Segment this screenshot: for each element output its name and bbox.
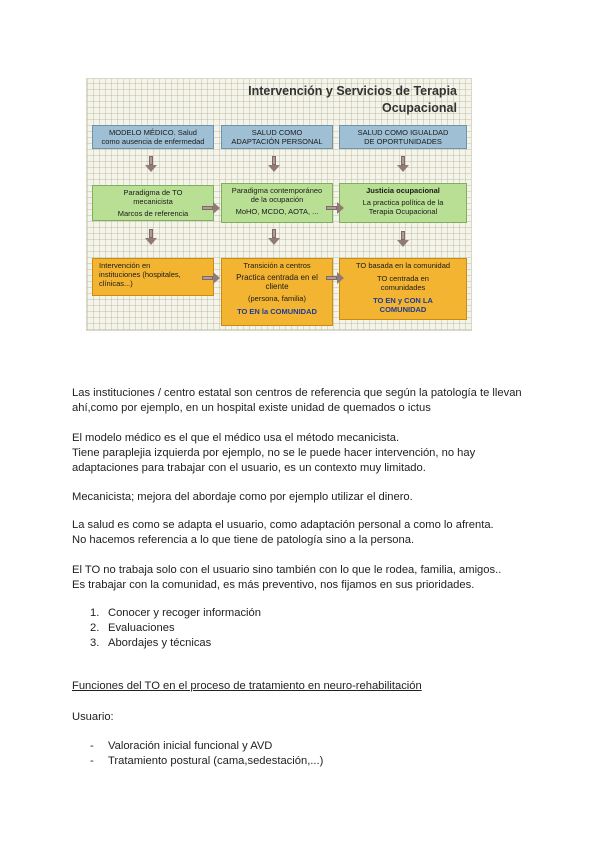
box-paradigma-mecanicista: Paradigma de TO mecanicista Marcos de referencia <box>92 185 214 221</box>
arrow-right-icon <box>326 203 344 213</box>
list-item: - Valoración inicial funcional y AVD <box>90 740 273 752</box>
list-item: 3. Abordajes y técnicas <box>90 637 212 649</box>
arrow-down-icon <box>399 231 407 247</box>
box-salud-adaptacion: SALUD COMO ADAPTACIÓN PERSONAL <box>221 125 333 149</box>
figure-title: Intervención y Servicios de Terapia Ocupacional <box>248 84 457 115</box>
arrow-down-icon <box>270 156 278 172</box>
box-intervencion-instituciones: Intervención en instituciones (hospitales, clínicas...) <box>92 258 214 296</box>
subject-label: Usuario: <box>72 711 114 723</box>
paragraph-modelo-medico: El modelo médico es el que el médico usa el método mecanicista. Tiene paraplejia izquierda por ejemplo, no se le puede hacer intervención, no hay adaptaciones para trabajar con el usuario, es un contexto muy limitado. <box>72 432 476 474</box>
paragraph-to-comunidad: El TO no trabaja solo con el usuario sino también con lo que le rodea, familia, amigos.. Es trabajar con la comunidad, es más preventivo, nos fijamos en sus prioridades. <box>72 564 502 591</box>
box-to-comunidad: TO basada en la comunidad TO centrada en comunidades TO EN y CON LA COMUNIDAD <box>339 258 467 320</box>
list-item: 1. Conocer y recoger información <box>90 607 261 619</box>
box-salud-igualdad: SALUD COMO IGUALDAD DE OPORTUNIDADES <box>339 125 467 149</box>
ordered-list <box>90 606 490 651</box>
arrow-down-icon <box>147 229 155 245</box>
figure-diagram <box>86 78 472 331</box>
arrow-down-icon <box>399 156 407 172</box>
box-modelo-medico: MODELO MÉDICO. Salud como ausencia de enfermedad <box>92 125 214 149</box>
list-item: - Tratamiento postural (cama,sedestación,...) <box>90 755 324 767</box>
arrow-right-icon <box>202 203 220 213</box>
section-heading: Funciones del TO en el proceso de tratamiento en neuro-rehabilitación <box>72 680 422 692</box>
arrow-down-icon <box>147 156 155 172</box>
list-item: 2. Evaluaciones <box>90 622 175 634</box>
paragraph-instituciones: Las instituciones / centro estatal son centros de referencia que según la patología te llevan ahí,como por ejemplo, en un hospital existe unidad de quemados o ictus <box>72 387 522 414</box>
arrow-right-icon <box>326 273 344 283</box>
box-paradigma-contemporaneo: Paradigma contemporáneo de la ocupación MoHO, MCDO, AOTA, ... <box>221 183 333 223</box>
arrow-down-icon <box>270 229 278 245</box>
box-justicia-ocupacional: Justicia ocupacional La practica política de la Terapia Ocupacional <box>339 183 467 223</box>
bullet-list <box>90 739 510 769</box>
paragraph-mecanicista: Mecanicista; mejora del abordaje como por ejemplo utilizar el dinero. <box>72 491 413 503</box>
arrow-right-icon <box>202 273 220 283</box>
paragraph-salud-adaptacion: La salud es como se adapta el usuario, como adaptación personal a como lo afrenta. No hacemos referencia a lo que tiene de patología sino a la persona. <box>72 519 494 546</box>
box-transicion-centros: Transición a centros Practica centrada en el cliente (persona, familia) TO EN la COMUNIDAD <box>221 258 333 326</box>
